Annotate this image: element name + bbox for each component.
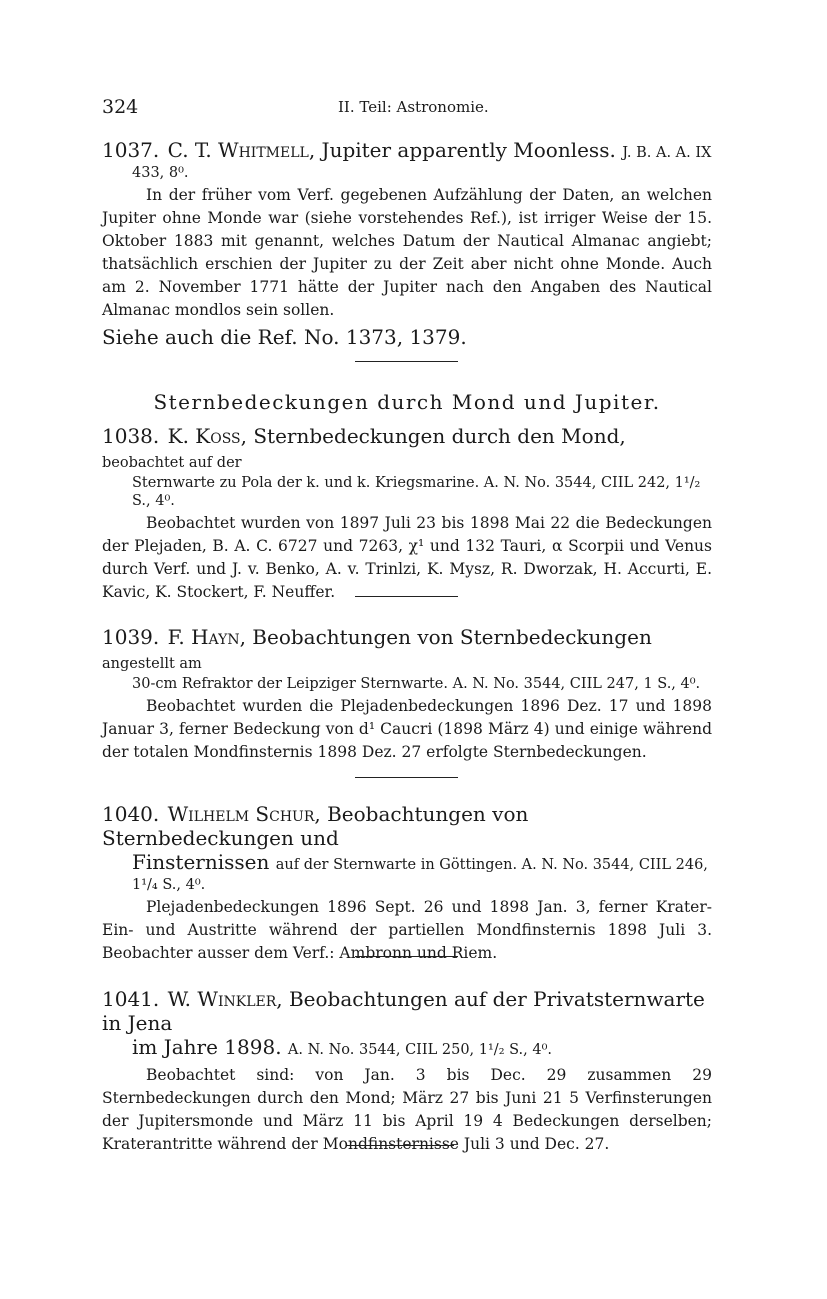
entry-source: beobachtet auf der [102,455,242,471]
entry-title: Beobachtungen von Sternbedeckungen [252,625,652,649]
divider-rule [355,956,458,957]
entry-number: 1041. [102,987,160,1011]
running-head: II. Teil: Astronomie. [338,98,489,116]
page-number: 324 [102,96,139,118]
entry-heading [102,625,712,676]
entry-number: 1039. [102,625,160,649]
entry-title: Sternbedeckungen durch den Mond, [253,424,626,448]
divider-rule [355,596,458,597]
divider-rule [355,777,458,778]
entry-heading-cont [102,850,712,877]
divider-rule [355,361,458,362]
entry-title-cont: Finsternissen [132,850,270,874]
entry-heading [102,138,712,165]
entry-number: 1040. [102,802,160,826]
entry-body: Beobachtet wurden die Plejadenbedeckungen 1896 Dez. 17 und 1898 Januar 3, ferner Bedeckung von d¹ Caucri (1898 März 4) und einige während der totalen Mondfinsternis 1898 Dez. 27 erfolgte Sternbedeckungen. [102,697,712,761]
entry-author: Wilhelm Schur, [167,802,321,826]
entry-source: angestellt am [102,656,202,672]
entry-source: A. N. No. 3544, CIIL 250, 1¹/₂ S., 4⁰. [287,1042,553,1058]
divider-rule [347,1145,454,1146]
entry-1038 [102,424,712,604]
entry-title: Beobachtungen von Sternbedeckungen und [102,802,529,850]
entry-1039 [102,625,712,764]
entry-heading [102,987,712,1035]
entry-body: In der früher vom Verf. gegebenen Aufzählung der Daten, an welchen Jupiter ohne Monde war (siehe vorstehendes Ref.), ist irriger Weise der 15. Oktober 1883 mit genannt, welches Datum der Nautical Almanac angiebt; thatsächlich erschien der Jupiter zu der Zeit aber nicht ohne Monde. Auch am 2. November 1771 hätte der Jupiter nach den Angaben des Nautical Almanac mondlos sein sollen. [102,186,712,319]
entry-title: Beobachtungen auf der Privatsternwarte in Jena [102,987,705,1035]
entry-1041 [102,987,712,1156]
entry-body: Beobachtet wurden von 1897 Juli 23 bis 1898 Mai 22 die Bedeckungen der Plejaden, B. A. C. 6727 und 7263, χ¹ und 132 Tauri, α Scorpii und Venus durch Verf. und J. v. Benko, A. v. Trinlzi, K. Mysz, R. Dworzak, H. Accurti, E. Kavic, K. Stockert, F. Neuffer. [102,514,712,601]
entry-source-cont: 1¹/₄ S., 4⁰. [132,877,206,893]
entry-number: 1037. [102,138,160,162]
page-header [102,96,712,120]
entry-1037 [102,138,712,349]
entry-author: K. Koss, [167,424,247,448]
entry-heading [102,424,712,475]
entry-title-cont: im Jahre 1898. [132,1035,282,1059]
entry-body: Beobachtet sind: von Jan. 3 bis Dec. 29 zusammen 29 Sternbedeckungen durch den Mond; März 27 bis Juni 21 5 Verfinsterungen der Jupitersmonde und März 11 bis April 19 4 Bedeckungen derselben; Kraterantritte während der Mondfinsternisse Juli 3 und Dec. 27. [102,1066,712,1153]
entry-author: C. T. Whitmell, [167,138,316,162]
entry-body: Plejadenbedeckungen 1896 Sept. 26 und 1898 Jan. 3, ferner Krater-Ein- und Austritte während der partiellen Mondfinsternis 1898 Juli 3. Beobachter ausser dem Verf.: Ambronn und Riem. [102,898,712,962]
entry-1040 [102,802,712,965]
entry-heading [102,802,712,850]
see-also: Siehe auch die Ref. No. 1373, 1379. [102,325,467,349]
entry-number: 1038. [102,424,160,448]
entry-source: auf der Sternwarte in Göttingen. A. N. No. 3544, CIIL 246, [275,857,708,873]
entry-author: F. Hayn, [167,625,246,649]
entry-source: J. B. A. A. IX [622,145,712,161]
entry-title: Jupiter apparently Moonless. [321,138,616,162]
entry-source-cont: 433, 8⁰. [132,165,189,181]
entry-heading-cont [102,1035,712,1062]
entry-source-cont: 30-cm Refraktor der Leipziger Sternwarte. A. N. No. 3544, CIIL 247, 1 S., 4⁰. [132,676,701,692]
entry-source-cont: Sternwarte zu Pola der k. und k. Kriegsmarine. A. N. No. 3544, CIIL 242, 1¹/₂ S., 4⁰. [132,475,701,509]
section-title: Sternbedeckungen durch Mond und Jupiter. [153,390,661,414]
entry-author: W. Winkler, [167,987,283,1011]
